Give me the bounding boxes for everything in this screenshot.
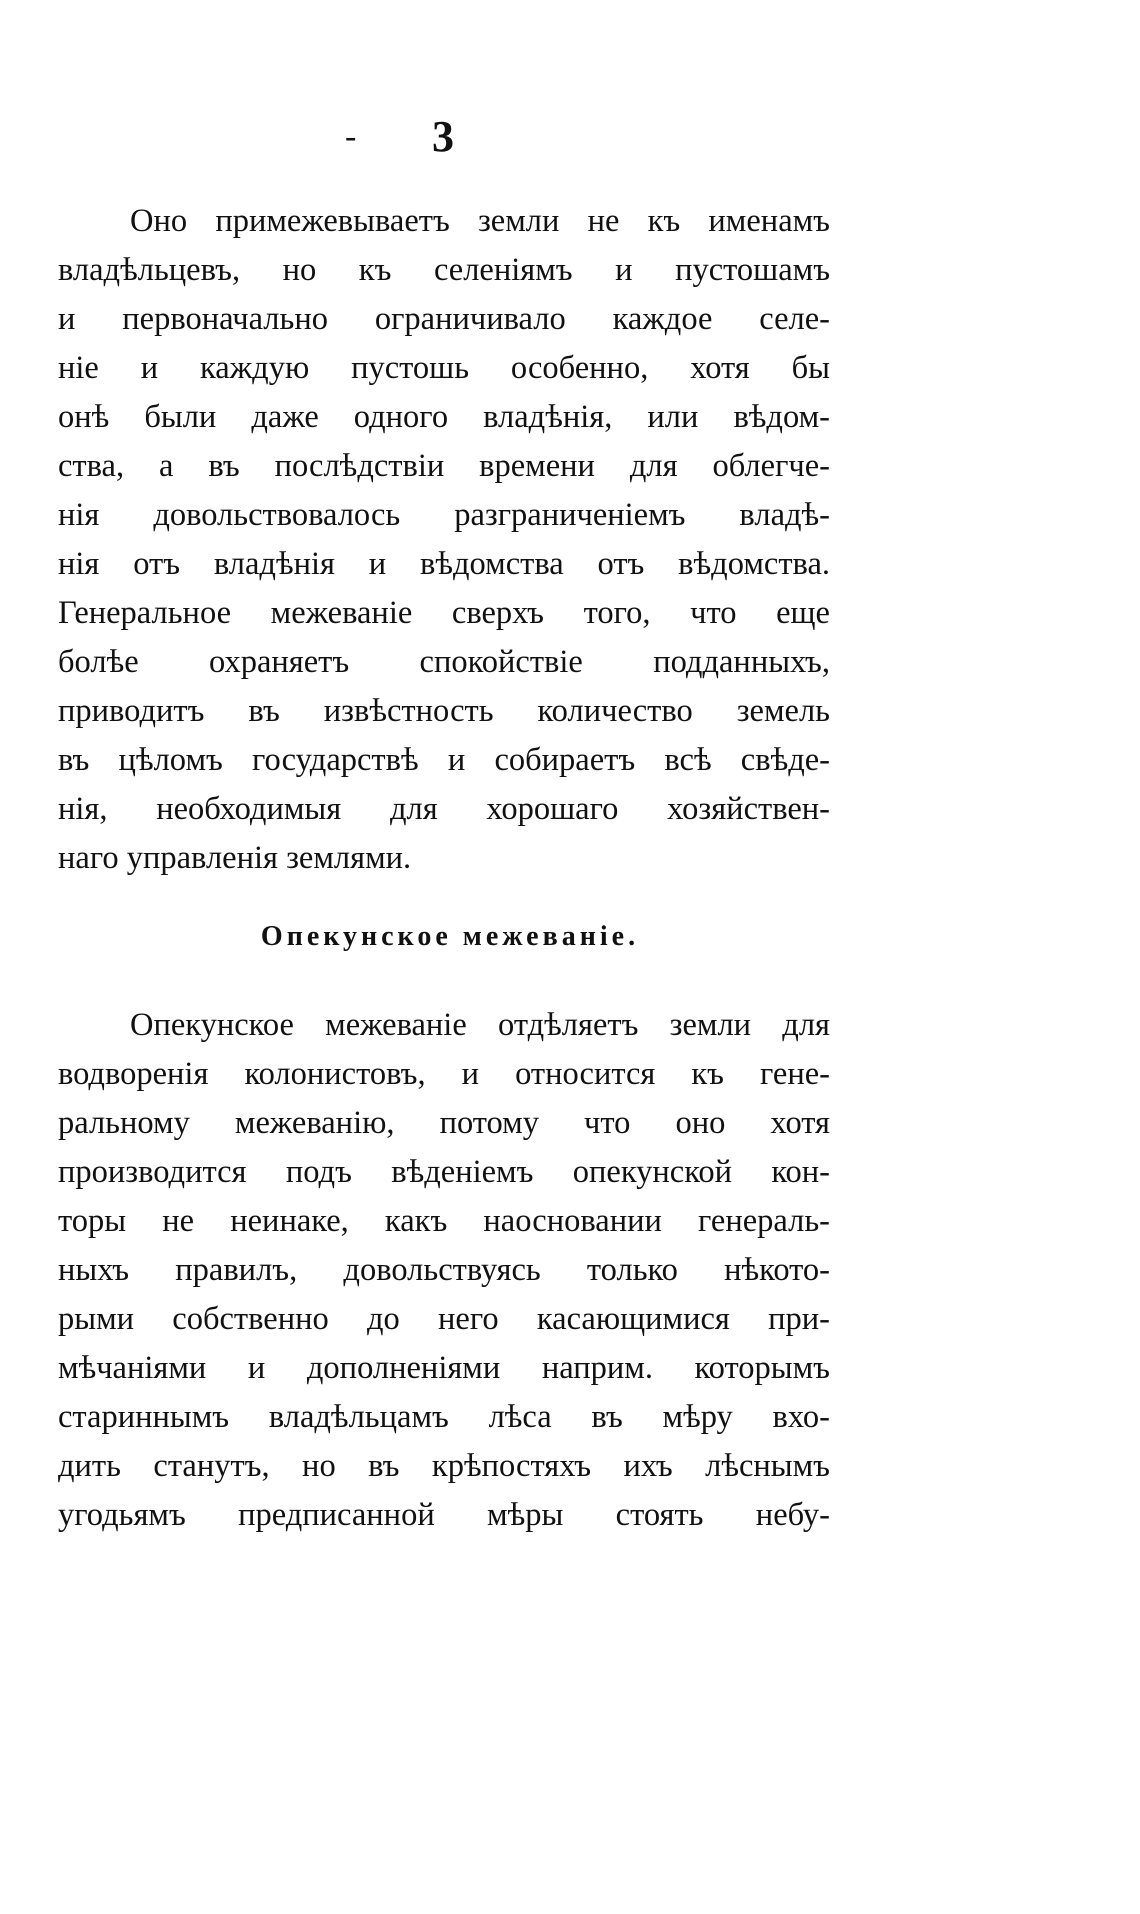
text-line: водворенія колонистовъ, и относится къ гене- — [58, 1056, 830, 1092]
text-line: торы не неинаке, какъ наосновании генераль- — [58, 1203, 830, 1239]
header-dash: - — [345, 118, 357, 155]
text-line: нія отъ владѣнія и вѣдомства отъ вѣдомства. — [58, 546, 830, 582]
text-line: ства, а въ послѣдствіи времени для облегче- — [58, 448, 830, 484]
text-line: стариннымъ владѣльцамъ лѣса въ мѣру вхо- — [58, 1399, 830, 1435]
text-line: Генеральное межеваніе сверхъ того, что еще — [58, 595, 830, 631]
text-line: ніе и каждую пустошь особенно, хотя бы — [58, 350, 830, 386]
text-line: Оно примежевываетъ земли не къ именамъ — [130, 203, 830, 239]
text-line: и первоначально ограничивало каждое селе- — [58, 301, 830, 337]
text-line: болѣе охраняетъ спокойствіе подданныхъ, — [58, 644, 830, 680]
section-heading: Опекунское межеваніе. — [260, 921, 640, 952]
text-line: мѣчаніями и дополненіями наприм. которымъ — [58, 1350, 830, 1386]
text-line: дить станутъ, но въ крѣпостяхъ ихъ лѣснымъ — [58, 1448, 830, 1484]
paragraph-guardianship-survey — [58, 1001, 830, 1540]
text-line: въ цѣломъ государствѣ и собираетъ всѣ свѣде- — [58, 742, 830, 778]
text-line: производится подъ вѣденіемъ опекунской кон- — [58, 1154, 830, 1190]
text-line: Опекунское межеваніе отдѣляетъ земли для — [130, 1007, 830, 1043]
text-line: онѣ были даже одного владѣнія, или вѣдом- — [58, 399, 830, 435]
paragraph-general-survey — [58, 197, 830, 883]
page-header — [0, 112, 1140, 162]
text-line: угодьямъ предписанной мѣры стоять небу- — [58, 1497, 830, 1533]
text-line: приводитъ въ извѣстность количество земель — [58, 693, 830, 729]
text-line: нія довольствовалось разграниченіемъ владѣ- — [58, 497, 830, 533]
page-number: 3 — [432, 112, 454, 161]
text-line: ныхъ правилъ, довольствуясь только нѣкото- — [58, 1252, 830, 1288]
text-line: наго управленія землями. — [58, 840, 412, 876]
text-line: ральному межеванію, потому что оно хотя — [58, 1105, 830, 1141]
text-line: владѣльцевъ, но къ селеніямъ и пустошамъ — [58, 252, 830, 288]
text-line: рыми собственно до него касающимися при- — [58, 1301, 830, 1337]
text-line: нія, необходимыя для хорошаго хозяйствен- — [58, 791, 830, 827]
